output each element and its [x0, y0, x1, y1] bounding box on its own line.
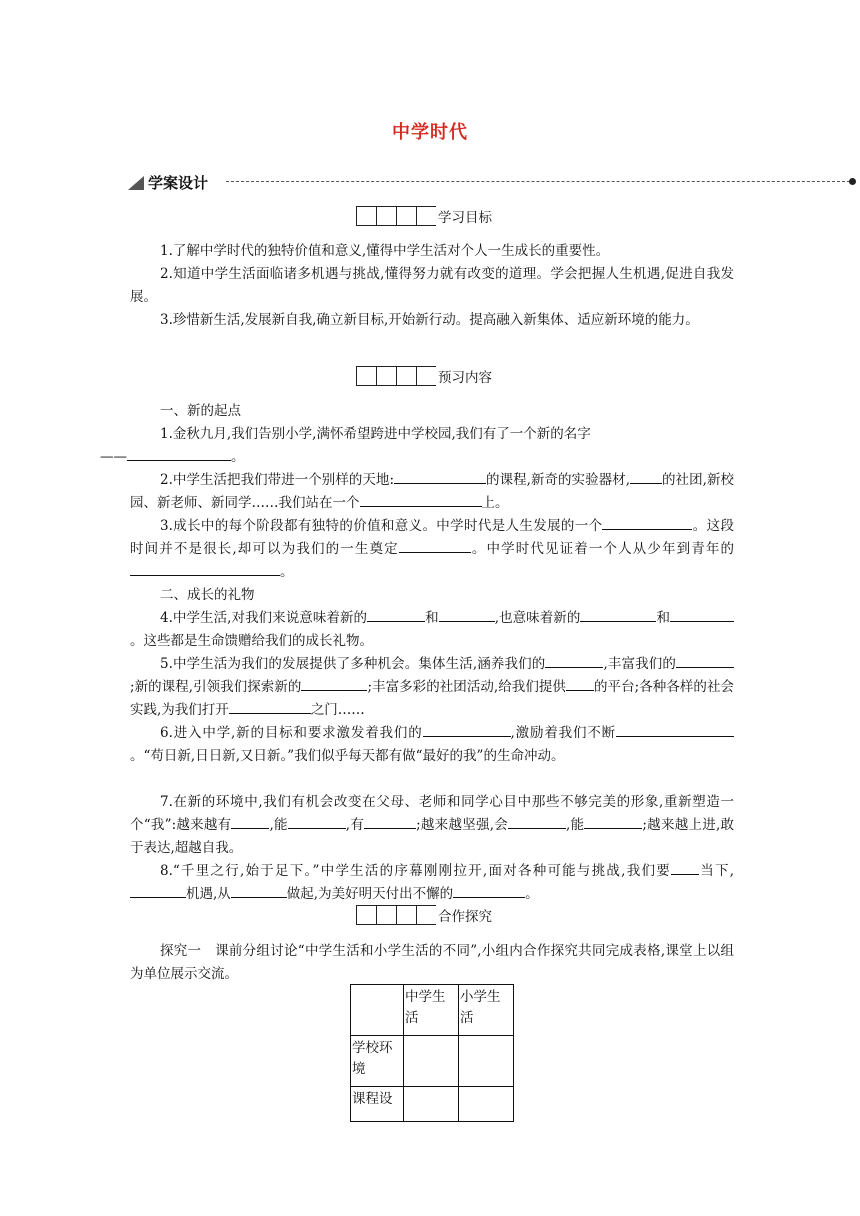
box-icon — [376, 206, 396, 226]
table-header-cell: 小学生活 — [459, 985, 514, 1036]
part1-heading: 一、新的起点 — [160, 403, 241, 419]
section-heading-explore: 合作探究 — [356, 903, 492, 925]
table-cell[interactable] — [404, 1036, 459, 1087]
box-icon — [396, 366, 416, 386]
table-row-label: 课程设 — [351, 1087, 404, 1122]
page-title: 中学时代 — [392, 122, 468, 143]
box-icon — [356, 206, 376, 226]
question-2: 2.中学生活把我们带进一个别样的天地: 的课程,新奇的实验器材, 的社团,新校园、新老师、新同学……我们站在一个 上。 — [130, 469, 734, 515]
table-row-label: 学校环境 — [351, 1036, 404, 1087]
box-icon — [396, 206, 416, 226]
box-icon — [356, 366, 376, 386]
dashed-divider — [226, 181, 850, 182]
question-5: 5.中学生活为我们的发展提供了多种机会。集体生活,涵养我们的 ,丰富我们的;新的课程,引领我们探索新的 ;丰富多彩的社团活动,给我们提供 的平台;各种各样的社会实践,为我们打开 之门…… — [130, 653, 734, 722]
box-icon — [416, 366, 436, 386]
table-header-cell: 中学生活 — [404, 985, 459, 1036]
part2-heading: 二、成长的礼物 — [160, 587, 255, 603]
banner-label: 学案设计 — [148, 174, 209, 192]
box-icon — [376, 905, 396, 925]
table-cell[interactable] — [404, 1087, 459, 1122]
triangle-icon — [128, 176, 144, 190]
table-cell[interactable] — [459, 1036, 514, 1087]
section-banner — [128, 172, 858, 194]
box-icon — [416, 206, 436, 226]
question-4: 4.中学生活,对我们来说意味着新的 和 ,也意味着新的 和。这些都是生命馈赠给我们的成长礼物。 — [130, 607, 734, 653]
box-icon — [396, 905, 416, 925]
box-icon — [416, 905, 436, 925]
question-7: 7.在新的环境中,我们有机会改变在父母、老师和同学心目中那些不够完美的形象,重新塑造一个“我”:越来越有 ,能 ,有 ;越来越坚强,会 ,能 ;越来越上进,敢于表达,超越自我。 — [130, 794, 735, 856]
explore-1-instructions: 探究一 课前分组讨论“中学生活和小学生活的不同”,小组内合作探究共同完成表格,课堂上以组为单位展示交流。 — [130, 943, 734, 982]
box-icon — [376, 366, 396, 386]
goal-3: 3.珍惜新生活,发展新自我,确立新目标,开始新行动。提高融入新集体、适应新环境的能力。 — [160, 312, 699, 328]
section-heading-goals: 学习目标 — [356, 204, 492, 226]
table-header-cell — [351, 985, 404, 1036]
section-heading-preview: 预习内容 — [356, 364, 492, 386]
question-6: 6.进入中学,新的目标和要求激发着我们的 ,激励着我们不断。“苟日新,日日新,又日新。”我们似乎每天都有做“最好的我”的生命冲动。 — [130, 722, 734, 768]
question-8: 8.“千里之行,始于足下。”中学生活的序幕刚刚拉开,面对各种可能与挑战,我们要 当下,机遇,从 做起,为美好明天付出不懈的 。 — [130, 860, 734, 906]
goal-1: 1.了解中学时代的独特价值和意义,懂得中学生活对个人一生成长的重要性。 — [160, 243, 610, 259]
goal-2: 2.知道中学生活面临诸多机遇与挑战,懂得努力就有改变的道理。学会把握人生机遇,促进自我发展。 — [130, 266, 734, 305]
dot-icon — [849, 178, 856, 185]
table-cell[interactable] — [459, 1087, 514, 1122]
question-3: 3.成长中的每个阶段都有独特的价值和意义。中学时代是人生发展的一个 。这段时间并不是很长,却可以为我们的一生奠定 。中学时代见证着一个人从少年到青年的。 — [130, 515, 734, 584]
box-icon — [356, 905, 376, 925]
question-1: 1.金秋九月,我们告别小学,满怀希望跨进中学校园,我们有了一个新的名字 —— 。 — [100, 426, 591, 465]
comparison-table — [350, 984, 514, 1122]
